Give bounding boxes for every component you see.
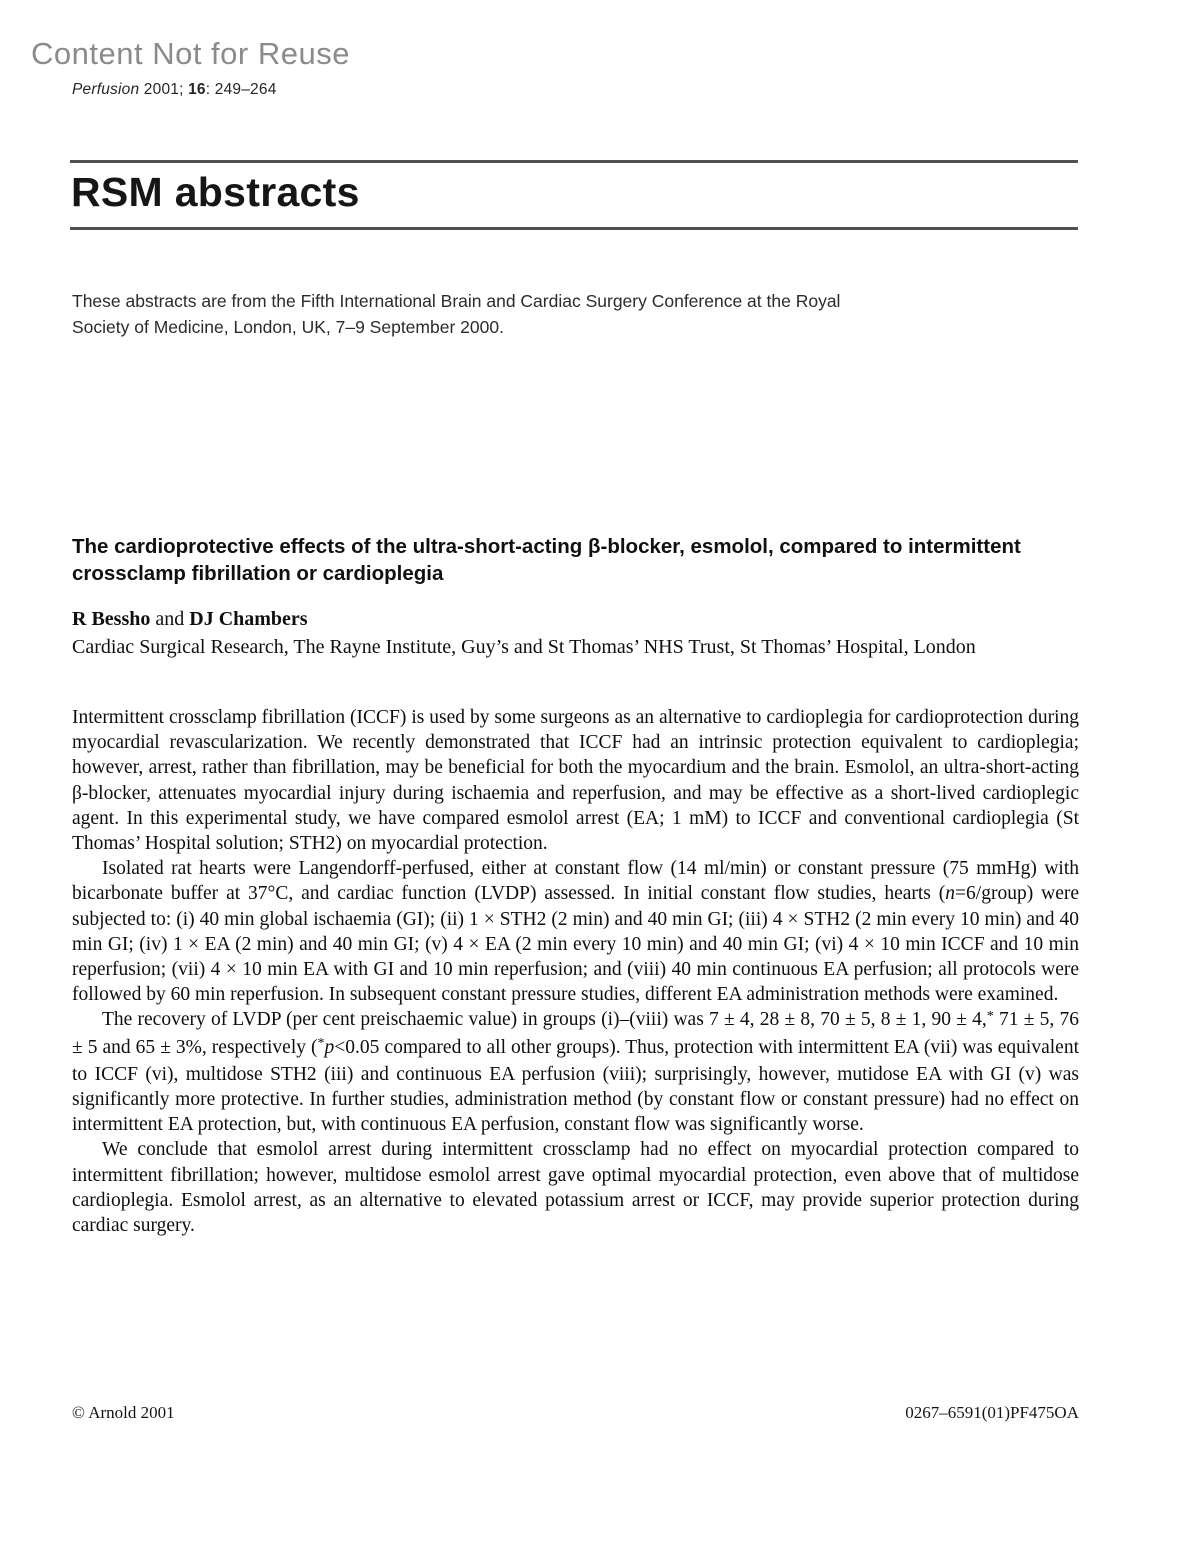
author-name-1: R Bessho (72, 608, 151, 630)
bottom-divider-rule (70, 227, 1078, 230)
paragraph-3-text-post: <0.05 compared to all other groups). Thus, protection with intermittent EA (vii) was equivalent to ICCF (vi), multidose STH2 (iii) and continuous EA perfusion (viii); surprisingly, however, mutidose EA with GI (v) was significantly more protective. In further studies, administration method (by constant flow or constant pressure) had no effect on intermittent EA protection, but, with continuous EA perfusion, constant flow was significantly worse. (72, 1036, 1079, 1136)
article-header (72, 533, 1079, 661)
journal-reference (72, 81, 277, 99)
journal-year: 2001; (139, 81, 189, 98)
paragraph-3-asterisk-1: * (986, 1007, 994, 1024)
paragraph-3-text-pre: The recovery of LVDP (per cent preischaemic value) in groups (i)–(viii) was 7 ± 4, 28 ± 8, 70 ± 5, 8 ± 1, 90 ± 4, (102, 1009, 987, 1031)
authors-line (72, 608, 1079, 631)
journal-pages: : 249–264 (205, 81, 277, 98)
paragraph-2-variable-n: n (945, 883, 956, 905)
paragraph-3-variable-p: p (324, 1036, 335, 1058)
footer-article-id: 0267–6591(01)PF475OA (905, 1403, 1079, 1422)
conference-note: These abstracts are from the Fifth International Brain and Cardiac Surgery Conference at the Royal Society of Medicine, London, UK, 7–9 September 2000. (72, 291, 841, 337)
journal-name: Perfusion (72, 81, 140, 98)
abstract-paragraph-3 (72, 1007, 1079, 1137)
author-name-2: DJ Chambers (189, 608, 308, 630)
abstract-paragraph-1: Intermittent crossclamp fibrillation (ICCF) is used by some surgeons as an alternative to cardioplegia for cardioprotection during myocardial revascularization. We recently demonstrated that ICCF had an intrinsic protection equivalent to cardioplegia; however, arrest, rather than fibrillation, may be beneficial for both the myocardium and the brain. Esmolol, an ultra-short-acting β-blocker, attenuates myocardial injury during ischaemia and reperfusion, and may be effective as a short-lived cardioplegic agent. In this experimental study, we have compared esmolol arrest (EA; 1 mM) to ICCF and conventional cardioplegia (St Thomas’ Hospital solution; STH2) on myocardial protection. (72, 707, 1079, 855)
journal-volume: 16 (188, 81, 206, 98)
section-title: RSM abstracts (71, 169, 360, 215)
paragraph-3-text-mid: 71 ± 5, 76 ± 5 and 65 ± 3%, respectively ( (72, 1009, 1079, 1058)
paragraph-2-text-post: =6/group) were subjected to: (i) 40 min global ischaemia (GI); (ii) 1 × STH2 (2 min) and 40 min GI; (iii) 4 × STH2 (2 min every 10 min) and 40 min GI; (iv) 1 × EA (2 min) and 40 min GI; (v) 4 × EA (2 min every 10 min) and 40 min GI; (vi) 4 × 10 min ICCF and 10 min reperfusion; (vii) 4 × 10 min EA with GI and 10 min reperfusion; and (viii) 40 min continuous EA perfusion; all protocols were followed by 60 min reperfusion. In subsequent constant pressure studies, different EA administration methods were examined. (72, 883, 1080, 1006)
page-footer (72, 1403, 1079, 1423)
top-divider-rule (70, 160, 1078, 163)
author-conjunction: and (150, 608, 190, 630)
affiliation: Cardiac Surgical Research, The Rayne Institute, Guy’s and St Thomas’ NHS Trust, St Thomas’ Hospital, London (72, 636, 976, 658)
abstract-body (72, 705, 1079, 1238)
footer-copyright: © Arnold 2001 (72, 1403, 175, 1422)
abstract-paragraph-2 (72, 856, 1079, 1007)
article-title: The cardioprotective effects of the ultra-short-acting β-blocker, esmolol, compared to intermittent crossclamp fibrillation or cardioplegia (72, 535, 1021, 585)
paragraph-2-text-pre: Isolated rat hearts were Langendorff-perfused, either at constant flow (14 ml/min) or constant pressure (75 mmHg) with bicarbonate buffer at 37°C, and cardiac function (LVDP) assessed. In initial constant flow studies, hearts ( (72, 858, 1079, 905)
paragraph-3-asterisk-2: * (317, 1034, 325, 1051)
watermark-text: Content Not for Reuse (31, 36, 350, 71)
abstract-paragraph-4: We conclude that esmolol arrest during intermittent crossclamp had no effect on myocardial protection compared to intermittent fibrillation; however, multidose esmolol arrest gave optimal myocardial protection, even above that of multidose cardioplegia. Esmolol arrest, as an alternative to elevated potassium arrest or ICCF, may provide superior protection during cardiac surgery. (72, 1139, 1079, 1237)
